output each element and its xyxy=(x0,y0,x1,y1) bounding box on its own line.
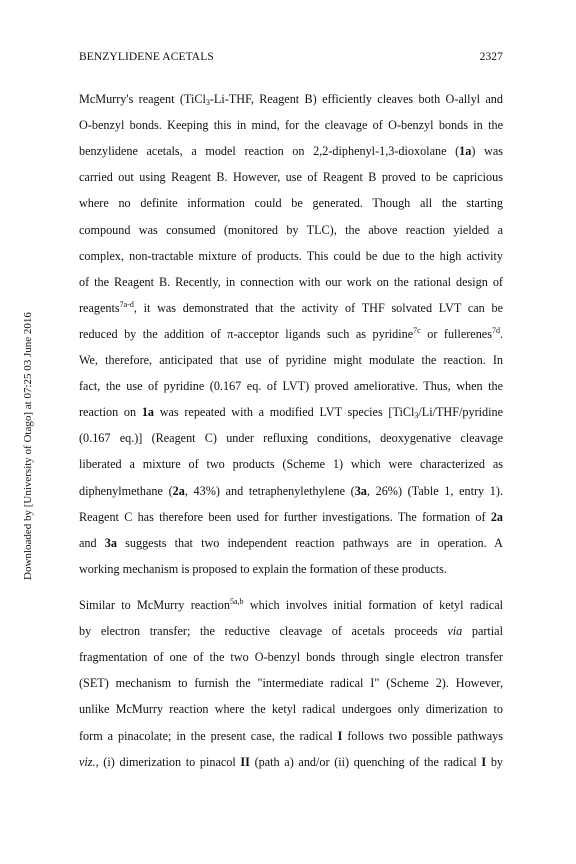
p1-line: We, therefore, anticipated that use of pyridine might modulate the reaction. In xyxy=(79,353,503,367)
p2-line: form a pinacolate; in the present case, the radical I follows two possible pathways xyxy=(79,728,503,743)
download-note: Downloaded by [University of Otago] at 07:25 03 June 2016 xyxy=(22,312,34,580)
p1-line: McMurry's reagent (TiCl$_3$-Li-THF, Reagent B) efficiently cleaves both O-allyl and xyxy=(79,92,503,107)
running-header xyxy=(79,51,503,65)
p1-line: benzylidene acetals, a model reaction on 2,2-diphenyl-1,3-dioxolane (1a) was xyxy=(79,144,503,159)
p2-line: viz., (i) dimerization to pinacol II (path a) and/or (ii) quenching of the radical I by xyxy=(79,754,504,769)
page-number: 2327 xyxy=(479,51,503,63)
p1-line: reaction on 1a was repeated with a modified LVT species [TiCl$_3$/Li/THF/pyridine xyxy=(79,405,504,421)
running-title: BENZYLIDENE ACETALS xyxy=(79,51,214,63)
p1-line: and 3a suggests that two independent reaction pathways are in operation. A xyxy=(79,535,503,550)
p2-line: unlike McMurry reaction where the ketyl radical undergoes only dimerization to xyxy=(79,702,503,717)
p1-line: working mechanism is proposed to explain the formation of these products. xyxy=(79,561,447,576)
p1-line: where no definite information could be generated. Though all the starting xyxy=(79,196,503,211)
p1-line: reduced by the addition of π-acceptor ligands such as pyridine$^{7c}$ or fullerenes$^{7d}$. xyxy=(79,325,503,341)
p1-line: fact, the use of pyridine (0.167 eq. of LVT) proved ameliorative. Thus, when the xyxy=(79,379,503,394)
p1-line: O-benzyl bonds. Keeping this in mind, for the cleavage of O-benzyl bonds in the xyxy=(79,118,503,133)
p1-line: carried out using Reagent B. However, use of Reagent B proved to be capricious xyxy=(79,170,503,185)
p1-line: (0.167 eq.)] (Reagent C) under refluxing conditions, deoxygenative cleavage xyxy=(79,431,503,446)
p2-line: (SET) mechanism to furnish the "intermediate radical I" (Scheme 2). However, xyxy=(79,676,503,691)
p1-line: of the Reagent B. Recently, in connection with our work on the rational design of xyxy=(79,274,503,289)
p1-line: liberated a mixture of two products (Scheme 1) which were characterized as xyxy=(79,457,503,472)
p1-line: reagents$^{7a-d}$, it was demonstrated that the activity of THF solvated LVT can be xyxy=(79,299,503,315)
p1-line: compound was consumed (monitored by TLC), the above reaction yielded a xyxy=(79,222,503,237)
p2-line: Similar to McMurry reaction$^{5a,b}$ which involves initial formation of ketyl radical xyxy=(79,597,503,612)
p1-line: Reagent C has therefore been used for further investigations. The formation of 2a xyxy=(79,509,503,524)
p1-line: complex, non-tractable mixture of products. This could be due to the high activity xyxy=(79,248,503,263)
p2-line: by electron transfer; the reductive cleavage of acetals proceeds via partial xyxy=(79,624,503,639)
p1-line: diphenylmethane (2a, 43%) and tetraphenylethylene (3a, 26%) (Table 1, entry 1). xyxy=(79,483,503,498)
p2-line: fragmentation of one of the two O-benzyl bonds through single electron transfer xyxy=(79,650,503,665)
